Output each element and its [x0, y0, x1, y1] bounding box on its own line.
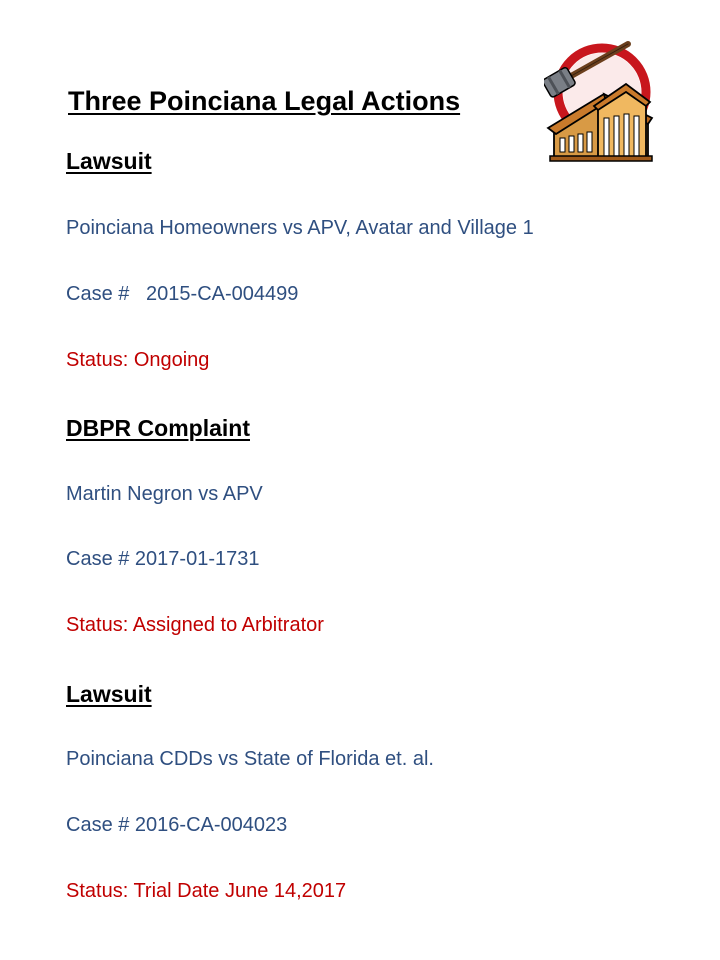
case-status-3: Status: Trial Date June 14,2017	[66, 880, 347, 902]
case-number-2: Case # 2017-01-1731	[66, 548, 260, 570]
section-heading-lawsuit-1: Lawsuit	[66, 148, 152, 174]
case-parties-3: Poinciana CDDs vs State of Florida et. al.	[66, 748, 434, 770]
section-heading-dbpr-complaint: DBPR Complaint	[66, 415, 250, 441]
section-heading-lawsuit-2: Lawsuit	[66, 681, 152, 707]
case-number-1: Case # 2015-CA-004499	[66, 283, 299, 305]
case-status-2: Status: Assigned to Arbitrator	[66, 614, 324, 636]
courthouse-gavel-icon	[544, 34, 656, 162]
case-parties-2: Martin Negron vs APV	[66, 483, 263, 505]
page-title: Three Poinciana Legal Actions	[68, 86, 461, 116]
case-parties-1: Poinciana Homeowners vs APV, Avatar and Village 1	[66, 217, 534, 239]
case-status-1: Status: Ongoing	[66, 349, 210, 371]
case-number-3: Case # 2016-CA-004023	[66, 814, 288, 836]
